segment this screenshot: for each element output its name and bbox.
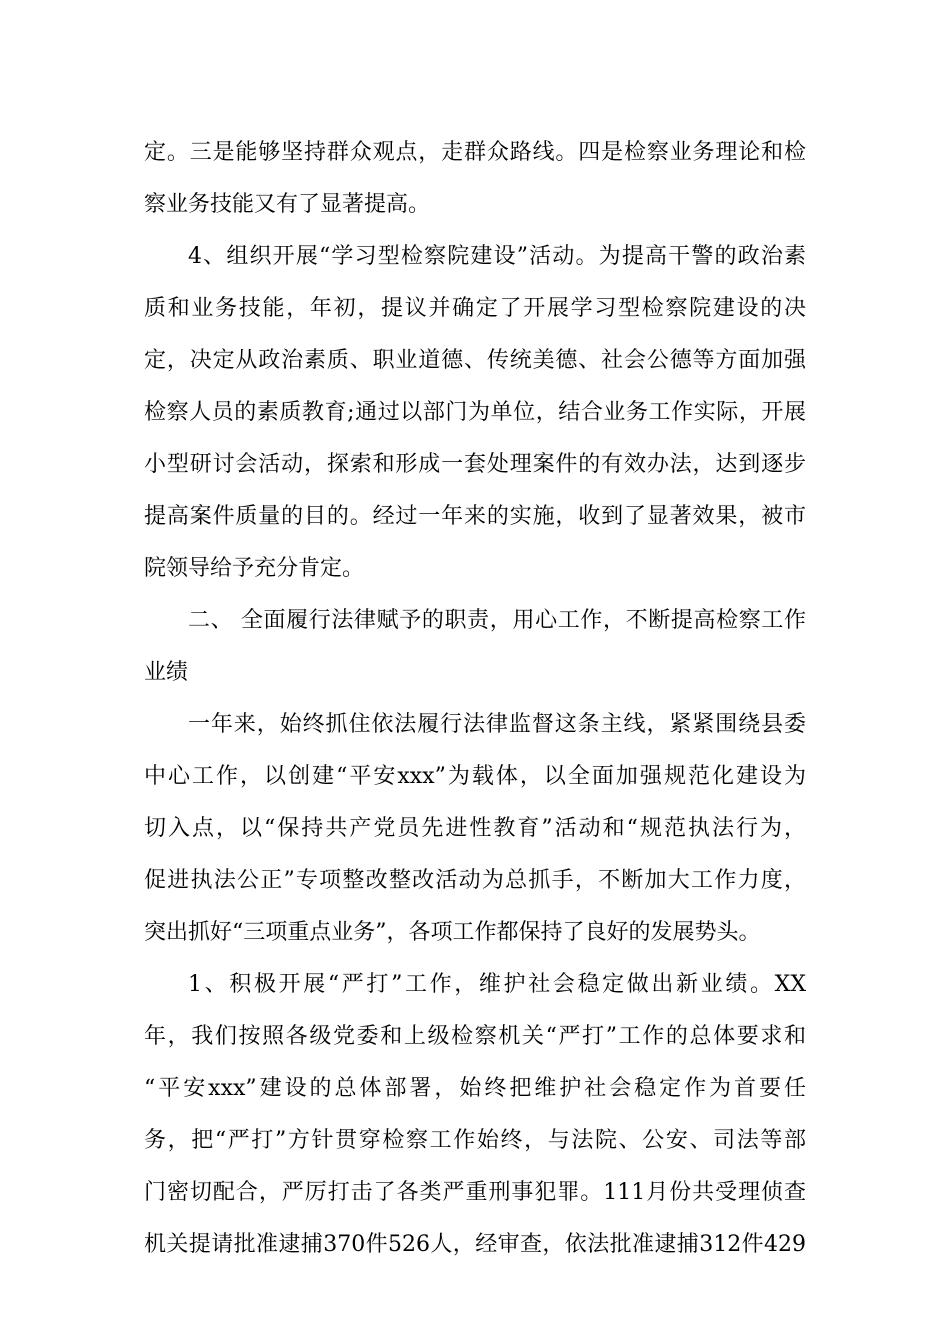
text-line: 小型研讨会活动，探索和形成一套处理案件的有效办法，达到逐步 (144, 452, 806, 477)
section-heading: 业绩 (144, 660, 189, 685)
text-line: 察业务技能又有了显著提高。 (144, 192, 431, 217)
text-line: 突出抓好“三项重点业务”，各项工作都保持了良好的发展势头。 (144, 920, 761, 945)
text-line: 1、积极开展“严打”工作，维护社会稳定做出新业绩。XX (188, 972, 806, 997)
text-line: 中心工作，以创建“平安xxx”为载体，以全面加强规范化建设为 (144, 764, 806, 789)
text-line: 院领导给予充分肯定。 (144, 556, 365, 581)
text-line: “平安xxx”建设的总体部署，始终把维护社会稳定作为首要任 (144, 1076, 806, 1101)
text-line: 4、组织开展“学习型检察院建设”活动。为提高干警的政治素 (188, 244, 806, 269)
document-body (144, 127, 806, 1271)
text-line: 年，我们按照各级党委和上级检察机关“严打”工作的总体要求和 (144, 1024, 806, 1049)
text-line: 提高案件质量的目的。经过一年来的实施，收到了显著效果，被市 (144, 504, 806, 529)
text-line: 切入点，以“保持共产党员先进性教育”活动和“规范执法行为， (144, 816, 806, 841)
section-heading: 二、 全面履行法律赋予的职责，用心工作，不断提高检察工作 (188, 608, 806, 633)
text-line: 机关提请批准逮捕370件526人，经审查，依法批准逮捕312件429 (144, 1232, 806, 1257)
text-line: 务，把“严打”方针贯穿检察工作始终，与法院、公安、司法等部 (144, 1128, 806, 1153)
text-line: 门密切配合，严厉打击了各类严重刑事犯罪。111月份共受理侦查 (144, 1180, 806, 1205)
text-line: 促进执法公正”专项整改整改活动为总抓手，不断加大工作力度， (144, 868, 806, 893)
text-line: 一年来，始终抓住依法履行法律监督这条主线，紧紧围绕县委 (188, 712, 806, 737)
text-line: 质和业务技能，年初，提议并确定了开展学习型检察院建设的决 (144, 296, 806, 321)
text-line: 定。三是能够坚持群众观点，走群众路线。四是检察业务理论和检 (144, 140, 806, 165)
text-line: 检察人员的素质教育;通过以部门为单位，结合业务工作实际，开展 (144, 400, 806, 425)
text-line: 定，决定从政治素质、职业道德、传统美德、社会公德等方面加强 (144, 348, 806, 373)
